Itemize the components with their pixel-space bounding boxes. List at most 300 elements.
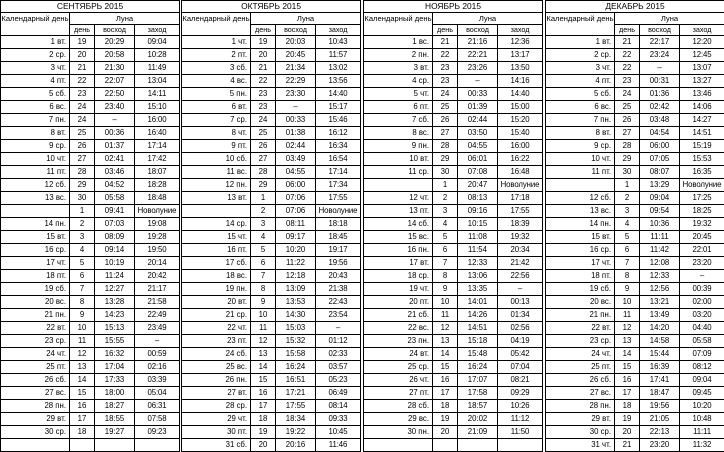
moonset-cell: 18:07 (135, 166, 180, 179)
moonrise-cell: 18:57 (458, 400, 498, 413)
moon-day-cell: 10 (70, 322, 95, 335)
table-row (182, 270, 361, 283)
moonrise-cell: 20:02 (458, 413, 498, 426)
moonrise-cell: 09:54 (640, 205, 680, 218)
table-row (364, 36, 543, 49)
moonset-cell: 15:00 (498, 101, 543, 114)
table-row (182, 257, 361, 270)
moonrise-cell: 22:50 (95, 88, 135, 101)
moonset-cell: 16:40 (135, 127, 180, 140)
table-row (546, 309, 724, 322)
moonset-cell: 10:26 (498, 400, 543, 413)
moon-day-cell: 4 (70, 244, 95, 257)
table-row (1, 192, 180, 205)
moonrise-cell: 10:19 (95, 257, 135, 270)
calendar-day-cell: 5 сб. (546, 88, 615, 101)
moon-day-cell: 19 (251, 426, 276, 439)
calendar-day-cell (364, 439, 433, 452)
moon-day-cell: 26 (615, 114, 640, 127)
calendar-day-cell: 29 чт. (182, 413, 251, 426)
moonrise-cell: 21:16 (458, 36, 498, 49)
moonset-cell: 19:50 (135, 244, 180, 257)
moonrise-cell: 20:03 (276, 36, 316, 49)
moonset-cell: 10:20 (680, 400, 724, 413)
moonrise-cell: – (95, 114, 135, 127)
moonset-cell: 11:50 (498, 426, 543, 439)
moon-day-cell: 10 (433, 296, 458, 309)
moonrise-cell: 21:09 (458, 426, 498, 439)
moon-day-cell: 22 (615, 62, 640, 75)
moonset-cell: 13:46 (680, 88, 724, 101)
moonrise-cell: 07:08 (458, 166, 498, 179)
calendar-day-cell: 9 ср. (1, 140, 70, 153)
table-row (1, 140, 180, 153)
moon-day-cell: 25 (251, 127, 276, 140)
calendar-day-cell: 21 пн. (546, 309, 615, 322)
calendar-day-cell: 18 пт. (1, 270, 70, 283)
moonset-cell: 15:19 (680, 140, 724, 153)
calendar-day-cell: 15 чт. (182, 231, 251, 244)
header-moonrise: восход (640, 25, 680, 36)
table-row (364, 140, 543, 153)
table-row (364, 192, 543, 205)
moonset-cell: 22:56 (498, 270, 543, 283)
moonset-cell: 18:25 (680, 205, 724, 218)
calendar-day-cell: 18 вс. (182, 270, 251, 283)
calendar-day-cell: 16 пт. (182, 244, 251, 257)
calendar-day-cell: 8 вс. (364, 127, 433, 140)
table-row (1, 36, 180, 49)
table-row (1, 322, 180, 335)
calendar-day-cell: 21 пн. (1, 309, 70, 322)
table-row (364, 270, 543, 283)
moon-day-cell: 22 (70, 75, 95, 88)
moonset-cell: 17:14 (135, 140, 180, 153)
moonset-cell: 02:00 (680, 296, 724, 309)
calendar-day-cell: 9 пт. (182, 140, 251, 153)
calendar-day-cell: 24 чт. (546, 348, 615, 361)
table-row (1, 439, 180, 452)
moonrise-cell: 20:45 (276, 49, 316, 62)
moonrise-cell: 09:41 (95, 205, 135, 218)
moonset-cell: 16:12 (316, 127, 361, 140)
table-row (182, 75, 361, 88)
table-row (1, 88, 180, 101)
moonset-cell (135, 439, 180, 452)
table-row (546, 387, 724, 400)
moonrise-cell: 13:53 (276, 296, 316, 309)
month-title: ДЕКАБРЬ 2015 (546, 1, 724, 13)
table-row (182, 127, 361, 140)
moon-day-cell: 11 (251, 322, 276, 335)
moonset-cell: 09:04 (680, 374, 724, 387)
moonrise-cell: 11:08 (458, 231, 498, 244)
moon-day-cell: 3 (251, 218, 276, 231)
calendar-day-cell: 19 сб. (1, 283, 70, 296)
calendar-day-cell: 17 вт. (364, 257, 433, 270)
moon-day-cell: 5 (433, 231, 458, 244)
calendar-day-cell: 31 сб. (182, 439, 251, 452)
table-row (364, 413, 543, 426)
moonrise-cell: 21:34 (276, 62, 316, 75)
table-row (182, 62, 361, 75)
moonset-cell: 07:09 (680, 348, 724, 361)
calendar-day-cell: 22 вс. (364, 322, 433, 335)
moon-day-cell: 24 (70, 114, 95, 127)
moon-day-cell: 5 (251, 244, 276, 257)
header-moon: Луна (70, 13, 180, 25)
table-row (364, 205, 543, 218)
moon-day-cell: 28 (70, 166, 95, 179)
moon-day-cell: 8 (251, 283, 276, 296)
moonset-cell: 19:32 (680, 218, 724, 231)
calendar-day-cell: 16 ср. (546, 244, 615, 257)
moon-day-cell: 16 (433, 374, 458, 387)
moonrise-cell: 20:16 (276, 439, 316, 452)
calendar-day-cell: 8 вт. (1, 127, 70, 140)
moonset-cell: 16:00 (135, 114, 180, 127)
moon-day-cell: 20 (615, 426, 640, 439)
table-row (182, 348, 361, 361)
moonset-cell: 13:02 (316, 62, 361, 75)
calendar-day-cell: 30 пт. (182, 426, 251, 439)
moonset-cell: 15:53 (680, 153, 724, 166)
moonset-cell: 16:00 (498, 140, 543, 153)
moonset-cell: 17:55 (316, 192, 361, 205)
calendar-day-cell: 10 чт. (1, 153, 70, 166)
moon-table (181, 0, 361, 452)
moon-day-cell: 25 (615, 101, 640, 114)
moonrise-cell: 20:29 (95, 36, 135, 49)
table-row (182, 413, 361, 426)
moon-day-cell: 9 (433, 283, 458, 296)
moonset-cell: 08:21 (498, 374, 543, 387)
moonset-cell: 03:20 (680, 309, 724, 322)
moon-day-cell: 29 (251, 179, 276, 192)
moonset-cell: 05:04 (135, 387, 180, 400)
moonset-cell: 06:49 (316, 387, 361, 400)
moonrise-cell: – (640, 62, 680, 75)
moonrise-cell: 01:36 (640, 88, 680, 101)
table-row (546, 153, 724, 166)
moonrise-cell: 19:22 (276, 426, 316, 439)
table-row (1, 348, 180, 361)
table-row (1, 387, 180, 400)
calendar-day-cell: 25 ср. (364, 361, 433, 374)
moonset-cell: 13:56 (316, 75, 361, 88)
moonrise-cell: 04:55 (276, 166, 316, 179)
moon-day-cell: 16 (70, 400, 95, 413)
calendar-day-cell: 2 ср. (1, 49, 70, 62)
moonset-cell: 05:23 (316, 374, 361, 387)
calendar-day-cell: 18 пт. (546, 270, 615, 283)
moon-day-cell: 14 (433, 348, 458, 361)
moonrise-cell: 01:38 (276, 127, 316, 140)
calendar-day-cell: 2 пт. (182, 49, 251, 62)
month-title: ОКТЯБРЬ 2015 (182, 1, 361, 13)
table-row (364, 361, 543, 374)
moon-day-cell: 24 (433, 88, 458, 101)
header-moon: Луна (251, 13, 361, 25)
calendar-day-cell: 31 чт. (546, 439, 615, 452)
moon-day-cell: 2 (615, 192, 640, 205)
moonrise-cell: 17:41 (640, 374, 680, 387)
table-row (1, 127, 180, 140)
moonset-cell: 15:46 (316, 114, 361, 127)
moonrise-cell: 23:26 (458, 62, 498, 75)
calendar-day-cell: 3 чт. (1, 62, 70, 75)
moonrise-cell: 08:11 (276, 218, 316, 231)
moonset-cell: 10:45 (316, 426, 361, 439)
table-row (182, 231, 361, 244)
table-row (546, 335, 724, 348)
table-row (182, 88, 361, 101)
moonrise-cell: 04:54 (640, 127, 680, 140)
table-row (182, 166, 361, 179)
table-row (182, 335, 361, 348)
moonrise-cell: 09:04 (640, 192, 680, 205)
calendar-day-cell (364, 179, 433, 192)
calendar-day-cell: 12 сб. (1, 179, 70, 192)
moonset-cell: 15:10 (135, 101, 180, 114)
moon-day-cell: 16 (251, 387, 276, 400)
moon-day-cell: 8 (433, 270, 458, 283)
moonrise-cell (458, 439, 498, 452)
moonset-cell: 10:28 (135, 49, 180, 62)
moon-day-cell: 8 (70, 296, 95, 309)
moon-day-cell: 13 (70, 361, 95, 374)
calendar-day-cell: 23 пн. (364, 335, 433, 348)
table-row (182, 296, 361, 309)
calendar-day-cell: 12 чт. (364, 192, 433, 205)
moon-day-cell: 1 (615, 179, 640, 192)
moon-day-cell: 1 (70, 205, 95, 218)
moon-day-cell: 23 (433, 62, 458, 75)
moonrise-cell: 23:30 (276, 88, 316, 101)
calendar-day-cell: 25 пт. (546, 361, 615, 374)
moonset-cell: 01:34 (498, 309, 543, 322)
moonset-cell: 04:19 (498, 335, 543, 348)
moonrise-cell: 17:33 (95, 374, 135, 387)
moonrise-cell: 10:20 (276, 244, 316, 257)
moon-day-cell: 10 (615, 296, 640, 309)
calendar-day-cell: 27 вс. (546, 387, 615, 400)
moon-day-cell: 17 (433, 387, 458, 400)
table-row (182, 361, 361, 374)
table-row (546, 413, 724, 426)
moonset-cell: 18:18 (316, 218, 361, 231)
moonrise-cell: 16:51 (276, 374, 316, 387)
moon-day-cell: 23 (251, 101, 276, 114)
moonset-cell: 15:17 (316, 101, 361, 114)
moonset-cell: 20:42 (135, 270, 180, 283)
moonrise-cell: 23:20 (640, 439, 680, 452)
calendar-day-cell: 13 вс. (546, 205, 615, 218)
moonset-cell: 20:34 (498, 244, 543, 257)
moonset-cell: 06:31 (135, 400, 180, 413)
moonset-cell: 14:06 (680, 101, 724, 114)
moon-day-cell: 30 (70, 192, 95, 205)
table-row (1, 62, 180, 75)
moon-day-cell: 17 (70, 413, 95, 426)
month-panel-october (181, 0, 360, 433)
table-row (182, 205, 361, 218)
moonrise-cell: 07:06 (276, 192, 316, 205)
table-row (364, 218, 543, 231)
calendar-day-cell: 4 вс. (182, 75, 251, 88)
moon-day-cell: 21 (615, 36, 640, 49)
moon-day-cell: 22 (433, 49, 458, 62)
moon-day-cell: 18 (615, 400, 640, 413)
moonset-cell: 02:16 (135, 361, 180, 374)
moonrise-cell: 20:58 (95, 49, 135, 62)
moonrise-cell: 00:33 (458, 88, 498, 101)
moonset-cell: Новолуние (316, 205, 361, 218)
moonrise-cell: 22:21 (458, 49, 498, 62)
moonset-cell: 21:17 (135, 283, 180, 296)
header-moon-day: день (251, 25, 276, 36)
moon-day-cell: 26 (70, 140, 95, 153)
moonrise-cell: 12:56 (640, 283, 680, 296)
calendar-day-cell: 25 пт. (1, 361, 70, 374)
calendar-day-cell: 21 сб. (364, 309, 433, 322)
month-title: СЕНТЯБРЬ 2015 (1, 1, 180, 13)
moon-day-cell: 1 (251, 192, 276, 205)
calendar-day-cell: 9 пн. (364, 140, 433, 153)
moonset-cell: Новолуние (680, 179, 724, 192)
table-row (546, 348, 724, 361)
moonset-cell: 00:13 (498, 296, 543, 309)
moon-day-cell: 13 (433, 335, 458, 348)
calendar-day-cell: 14 ср. (182, 218, 251, 231)
header-moon: Луна (615, 13, 724, 25)
moonrise-cell: 18:00 (95, 387, 135, 400)
moonrise-cell: 12:18 (276, 270, 316, 283)
moonset-cell: 12:36 (498, 36, 543, 49)
month-title: НОЯБРЬ 2015 (364, 1, 543, 13)
moonset-cell: 21:58 (135, 296, 180, 309)
moon-day-cell: 21 (251, 62, 276, 75)
calendar-day-cell: 1 вс. (364, 36, 433, 49)
moon-day-cell: 9 (70, 309, 95, 322)
calendar-day-cell: 7 пн. (1, 114, 70, 127)
table-row (1, 231, 180, 244)
table-row (364, 400, 543, 413)
moonrise-cell: 01:39 (458, 101, 498, 114)
table-row (546, 439, 724, 452)
moon-day-cell: 7 (251, 270, 276, 283)
moonrise-cell: 02:41 (95, 153, 135, 166)
moonrise-cell: 07:05 (640, 153, 680, 166)
table-row (546, 75, 724, 88)
moonrise-cell: 14:58 (640, 335, 680, 348)
moon-day-cell: 16 (615, 374, 640, 387)
moonrise-cell: 00:31 (640, 75, 680, 88)
moon-day-cell: 10 (251, 309, 276, 322)
moon-day-cell: 4 (433, 218, 458, 231)
moonset-cell: 02:33 (316, 348, 361, 361)
moon-day-cell: 24 (615, 88, 640, 101)
moonrise-cell: 14:23 (95, 309, 135, 322)
calendar-day-cell: 19 чт. (364, 283, 433, 296)
table-row (546, 361, 724, 374)
calendar-day-cell: 4 пт. (1, 75, 70, 88)
moonrise-cell: 17:55 (276, 400, 316, 413)
moonset-cell: Новолуние (498, 179, 543, 192)
calendar-day-cell: 24 сб. (182, 348, 251, 361)
moon-day-cell: 13 (251, 348, 276, 361)
calendar-day-cell: 13 пт. (364, 205, 433, 218)
calendar-day-cell: 6 вс. (1, 101, 70, 114)
table-row (546, 283, 724, 296)
moonset-cell: 11:11 (680, 426, 724, 439)
moon-day-cell: 19 (251, 36, 276, 49)
moonrise-cell: 16:24 (458, 361, 498, 374)
table-row (364, 101, 543, 114)
moonrise-cell: 17:07 (458, 374, 498, 387)
table-row (182, 153, 361, 166)
moonset-cell: 07:04 (498, 361, 543, 374)
table-row (364, 374, 543, 387)
moonset-cell: 22:49 (135, 309, 180, 322)
moon-day-cell: 23 (615, 75, 640, 88)
moon-day-cell: 14 (70, 374, 95, 387)
moonrise-cell: 02:42 (640, 101, 680, 114)
calendar-day-cell: 28 сб. (364, 400, 433, 413)
moonrise-cell: 08:09 (95, 231, 135, 244)
moon-day-cell: 2 (251, 205, 276, 218)
moonset-cell: 16:34 (316, 140, 361, 153)
table-row (364, 257, 543, 270)
moon-day-cell: 3 (615, 205, 640, 218)
table-row (546, 257, 724, 270)
moonrise-cell: 18:34 (276, 413, 316, 426)
moonrise-cell: 03:50 (458, 127, 498, 140)
calendar-day-cell: 8 вт. (546, 127, 615, 140)
moonset-cell: 09:04 (135, 36, 180, 49)
moonset-cell: 10:43 (316, 36, 361, 49)
calendar-day-cell: 5 пн. (182, 88, 251, 101)
moonset-cell: 19:56 (316, 257, 361, 270)
moonset-cell: 05:58 (680, 335, 724, 348)
table-row (1, 205, 180, 218)
moonrise-cell: 07:06 (276, 205, 316, 218)
moonset-cell: 15:40 (498, 127, 543, 140)
calendar-day-cell: 1 вт. (546, 36, 615, 49)
calendar-day-cell: 7 ср. (182, 114, 251, 127)
calendar-day-cell: 8 чт. (182, 127, 251, 140)
table-row (546, 166, 724, 179)
moon-day-cell: 4 (251, 231, 276, 244)
moonrise-cell: 04:55 (458, 140, 498, 153)
calendar-day-cell: 13 вт. (182, 192, 251, 205)
moonset-cell: 17:42 (135, 153, 180, 166)
moonset-cell: 19:28 (135, 231, 180, 244)
moon-day-cell: 11 (615, 309, 640, 322)
moonrise-cell: 23:24 (640, 49, 680, 62)
moonset-cell: 17:34 (316, 179, 361, 192)
moon-day-cell: 30 (615, 166, 640, 179)
moonset-cell: 11:32 (680, 439, 724, 452)
moonrise-cell: 13:35 (458, 283, 498, 296)
moonrise-cell: 00:33 (276, 114, 316, 127)
moon-day-cell: 9 (251, 296, 276, 309)
moonset-cell: 18:28 (135, 179, 180, 192)
moon-day-cell: 12 (615, 322, 640, 335)
table-row (364, 88, 543, 101)
moon-day-cell: 21 (70, 62, 95, 75)
moonrise-cell: 16:32 (95, 348, 135, 361)
